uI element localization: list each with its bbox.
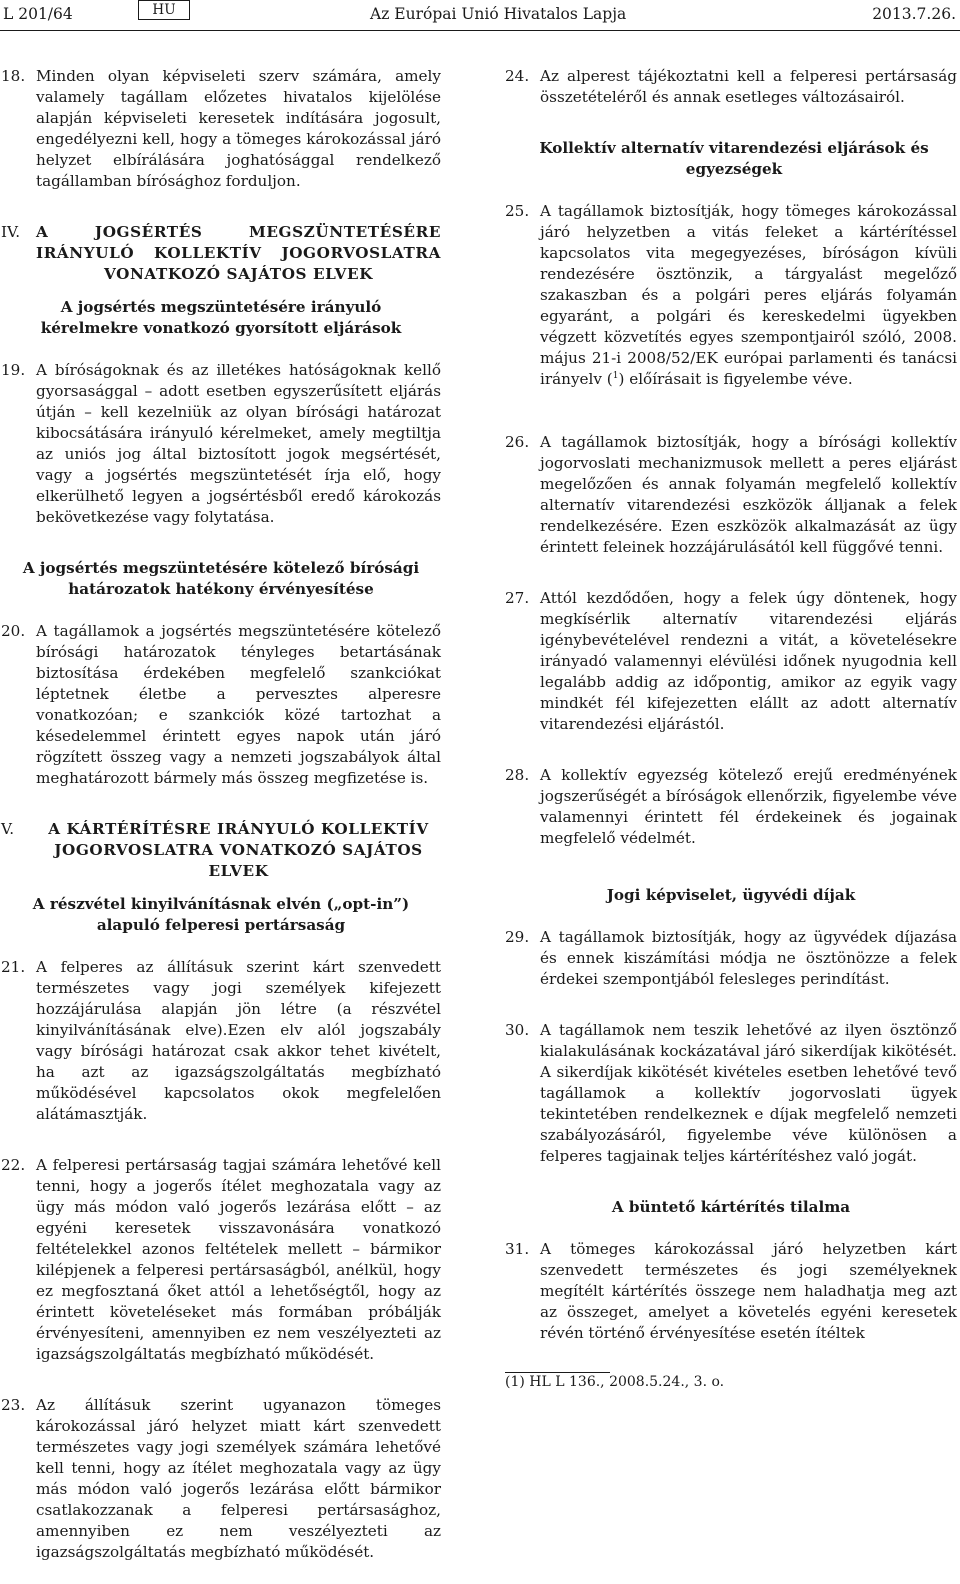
paragraph-number: 20. — [1, 622, 26, 640]
section-number: IV. — [1, 223, 21, 241]
paragraph-text: A felperesi pertársaság tagjai számára lehetővé kell tenni, hogy a jogerős ítélet meghozatala vagy az ügy más módon való jogerős lezárása előtt – az egyéni keresetek visszavonására vonatkozó feltételekkel azonos feltételek mellett – bármikor kilépjenek a felperesi pertársaságból, anélkül, hogy ez megfosztaná őket attól a lehetőségtől, hogy az érintett követeléseket más formában próbálják érvényesíteni, amennyiben ez nem veszélyezteti az igazságszolgáltatás megbízható működését. — [36, 1156, 441, 1363]
footnote-mark: (1) — [505, 1374, 525, 1390]
paragraph-text-end: ) előírásait is figyelembe véve. — [618, 370, 853, 388]
paragraph-27 — [505, 588, 957, 735]
paragraph-number: 18. — [1, 67, 26, 85]
paragraph-22 — [1, 1155, 441, 1365]
paragraph-text: A tagállamok biztosítják, hogy a bírósági kollektív jogorvoslati mechanizmusok mellett a peres eljárást megelőzően és annak folyamán megfelelő kollektív alternatív vitarendezési eszközök álljanak a felek rendelkezésére. Ezen eszközök alkalmazását az ügy érintett feleinek hozzájárulásától kell függővé tenni. — [540, 433, 957, 556]
paragraph-number: 28. — [505, 766, 530, 784]
paragraph-text: A kollektív egyezség kötelező erejű eredményének jogszerűségét a bíróságok ellenőrzik, figyelembe véve valamennyi érintett fél érdekeinek és jogainak megfelelő védelmét. — [540, 766, 957, 847]
paragraph-25 — [505, 201, 957, 390]
paragraph-number: 31. — [505, 1240, 530, 1258]
page-number: L 201/64 — [3, 5, 73, 23]
paragraph-text: A tömeges károkozással járó helyzetben kárt szenvedett természetes és jogi személyeknek megítélt kártérítés összege nem haladhatja meg azt az összeget, amelyet a követelés egyéni keresetek révén történő érvényesítése esetén ítéltek — [540, 1240, 957, 1342]
paragraph-29 — [505, 927, 957, 990]
paragraph-text: A tagállamok biztosítják, hogy az ügyvédek díjazása és ennek kiszámítási módja ne ösztönözze a felek érdekei szempontjából felesleges perindítást. — [540, 928, 957, 988]
paragraph-number: 23. — [1, 1396, 26, 1414]
subheading-adr: Kollektív alternatív vitarendezési eljárások és egyezségek — [539, 139, 929, 178]
paragraph-text: A tagállamok nem teszik lehetővé az ilyen ösztönző kialakulásának kockázatával járó sikerdíjak kikötését. A sikerdíjak kikötését kivételes esetben lehetővé tevő tagállamok a kollektív jogorvoslati ügyek tekintetében rendelkeznek e díjak megfelelő nemzeti szabályozásáról, figyelembe véve különösen a felperes tagjainak teljes kártérítéshez való jogát. — [540, 1021, 957, 1165]
paragraph-number: 27. — [505, 589, 530, 607]
paragraph-number: 22. — [1, 1156, 26, 1174]
paragraph-number: 30. — [505, 1021, 530, 1039]
subheading-legal-representation: Jogi képviselet, ügyvédi díjak — [606, 886, 856, 904]
paragraph-24 — [505, 66, 957, 108]
section-title: A KÁRTÉRÍTÉSRE IRÁNYULÓ KOLLEKTÍV JOGORVOSLATRA VONATKOZÓ SAJÁTOS ELVEK — [48, 820, 429, 880]
subheading-accelerated-procedures: A jogsértés megszüntetésére irányuló kérelmekre vonatkozó gyorsított eljárások — [40, 298, 402, 337]
subheading-enforcement: A jogsértés megszüntetésére kötelező bírósági határozatok hatékony érvényesítése — [22, 559, 420, 598]
paragraph-text: Attól kezdődően, hogy a felek úgy döntenek, hogy megkísérlik alternatív vitarendezési eljárás igénybevételével rendezni a vitát, a követelésekre irányadó valamennyi elévülési időnek nyugodnia kell legalább addig az időpontig, amikor az egyik vagy mindkét fél kifejezetten elállt az adott alternatív vitarendezési eljárástól. — [540, 589, 957, 733]
paragraph-number: 29. — [505, 928, 530, 946]
paragraph-number: 26. — [505, 433, 530, 451]
publication-date: 2013.7.26. — [872, 5, 956, 23]
paragraph-21 — [1, 957, 441, 1125]
paragraph-23 — [1, 1395, 441, 1563]
paragraph-text: A tagállamok a jogsértés megszüntetésére kötelező bírósági határozatok tényleges betartásának biztosítása érdekében megfelelő szankciókat léptetnek életbe a pervesztes alperesre vonatkozóan; e szankciók közé tartozhat a késedelemmel érintett egyes napok után járó rögzített összeg vagy a nemzeti jogszabályok által meghatározott bármely más összeg megfizetése is. — [36, 622, 441, 787]
paragraph-text: A bíróságoknak és az illetékes hatóságoknak kellő gyorsasággal – adott esetben egyszerűsített eljárás útján – kell kezelniük az olyan bírósági határozat kibocsátására irányuló kérelmeket, amely megtiltja az uniós jog által biztosított jogok megsértését, vagy a jogsértés megszüntetését írja elő, hogy elkerülhető legyen a jogsértésből eredő károkozás bekövetkezése vagy folytatása. — [36, 361, 441, 526]
paragraph-text: Minden olyan képviseleti szerv számára, amely valamely tagállam előzetes hivatalos kijelölése alapján képviseleti keresetek indítására jogosult, engedélyezni kell, hogy a tömeges károkozással járó helyzet elbírálására joghatósággal rendelkező tagállamban bírósághoz forduljon. — [36, 67, 441, 190]
footnote-reference[interactable]: 1 — [612, 370, 619, 381]
paragraph-31 — [505, 1239, 957, 1344]
paragraph-text: Az állításuk szerint ugyanazon tömeges károkozással járó helyzet miatt kárt szenvedett természetes vagy jogi személyek számára lehetővé kell tenni, hogy az ítélet meghozatala vagy az ügy más módon való jogerős lezárása előtt bármikor csatlakozzanak a felperesi pertársasághoz, amennyiben ez nem veszélyezteti az igazságszolgáltatás megbízható működését. — [36, 1396, 441, 1561]
left-column — [1, 66, 441, 1584]
paragraph-number: 19. — [1, 361, 26, 379]
paragraph-number: 25. — [505, 202, 530, 220]
page-header — [0, 0, 960, 31]
language-code-box: HU — [138, 0, 190, 20]
paragraph-20 — [1, 621, 441, 789]
section-v-heading — [1, 819, 441, 882]
paragraph-number: 21. — [1, 958, 26, 976]
section-title: A JOGSÉRTÉS MEGSZÜNTETÉSÉRE IRÁNYULÓ KOLLEKTÍV JOGORVOSLATRA VONATKOZÓ SAJÁTOS ELVEK — [36, 223, 441, 283]
subheading-opt-in: A részvétel kinyilvánításnak elvén („opt-in”) alapuló felperesi pertársaság — [32, 895, 410, 934]
section-number: V. — [1, 820, 15, 838]
footnote-text: HL L 136., 2008.5.24., 3. o. — [529, 1374, 725, 1390]
paragraph-19 — [1, 360, 441, 528]
paragraph-text: A felperes az állításuk szerint kárt szenvedett természetes vagy jogi személyek kifejezett hozzájárulása alapján jön létre (a részvétel kinyilvánításának elve).Ezen elv alól jogszabály vagy bírósági határozat csak akkor tehet kivételt, ha azt az igazságszolgáltatás megbízható működésével kapcsolatos okok megfelelően alátámasztják. — [36, 958, 441, 1123]
journal-title: Az Európai Unió Hivatalos Lapja — [370, 5, 627, 23]
paragraph-30 — [505, 1020, 957, 1167]
section-iv-heading — [1, 222, 441, 285]
paragraph-number: 24. — [505, 67, 530, 85]
subheading-punitive-damages: A büntető kártérítés tilalma — [611, 1198, 851, 1216]
paragraph-text: A tagállamok biztosítják, hogy tömeges károkozással járó helyzetben a vitás feleket a kártérítéssel kapcsolatos vita megegyezéses, bíróságon kívüli rendezésére ösztönzik, a tárgyalást megelőző szakaszban és a polgári peres eljárás folyamán egyaránt, a polgári és kereskedelmi ügyekben végzett közvetítés egyes szempontjairól szóló, 2008. május 21-i 2008/52/EK európai parlamenti és tanácsi irányelv ( — [540, 202, 957, 388]
paragraph-18 — [1, 66, 441, 192]
footnote — [505, 1374, 724, 1390]
paragraph-text: Az alperest tájékoztatni kell a felperesi pertársaság összetételéről és annak esetleges változásairól. — [540, 67, 957, 106]
paragraph-28 — [505, 765, 957, 849]
paragraph-26 — [505, 432, 957, 558]
footnote-divider — [505, 1372, 610, 1373]
right-column — [505, 66, 957, 1365]
